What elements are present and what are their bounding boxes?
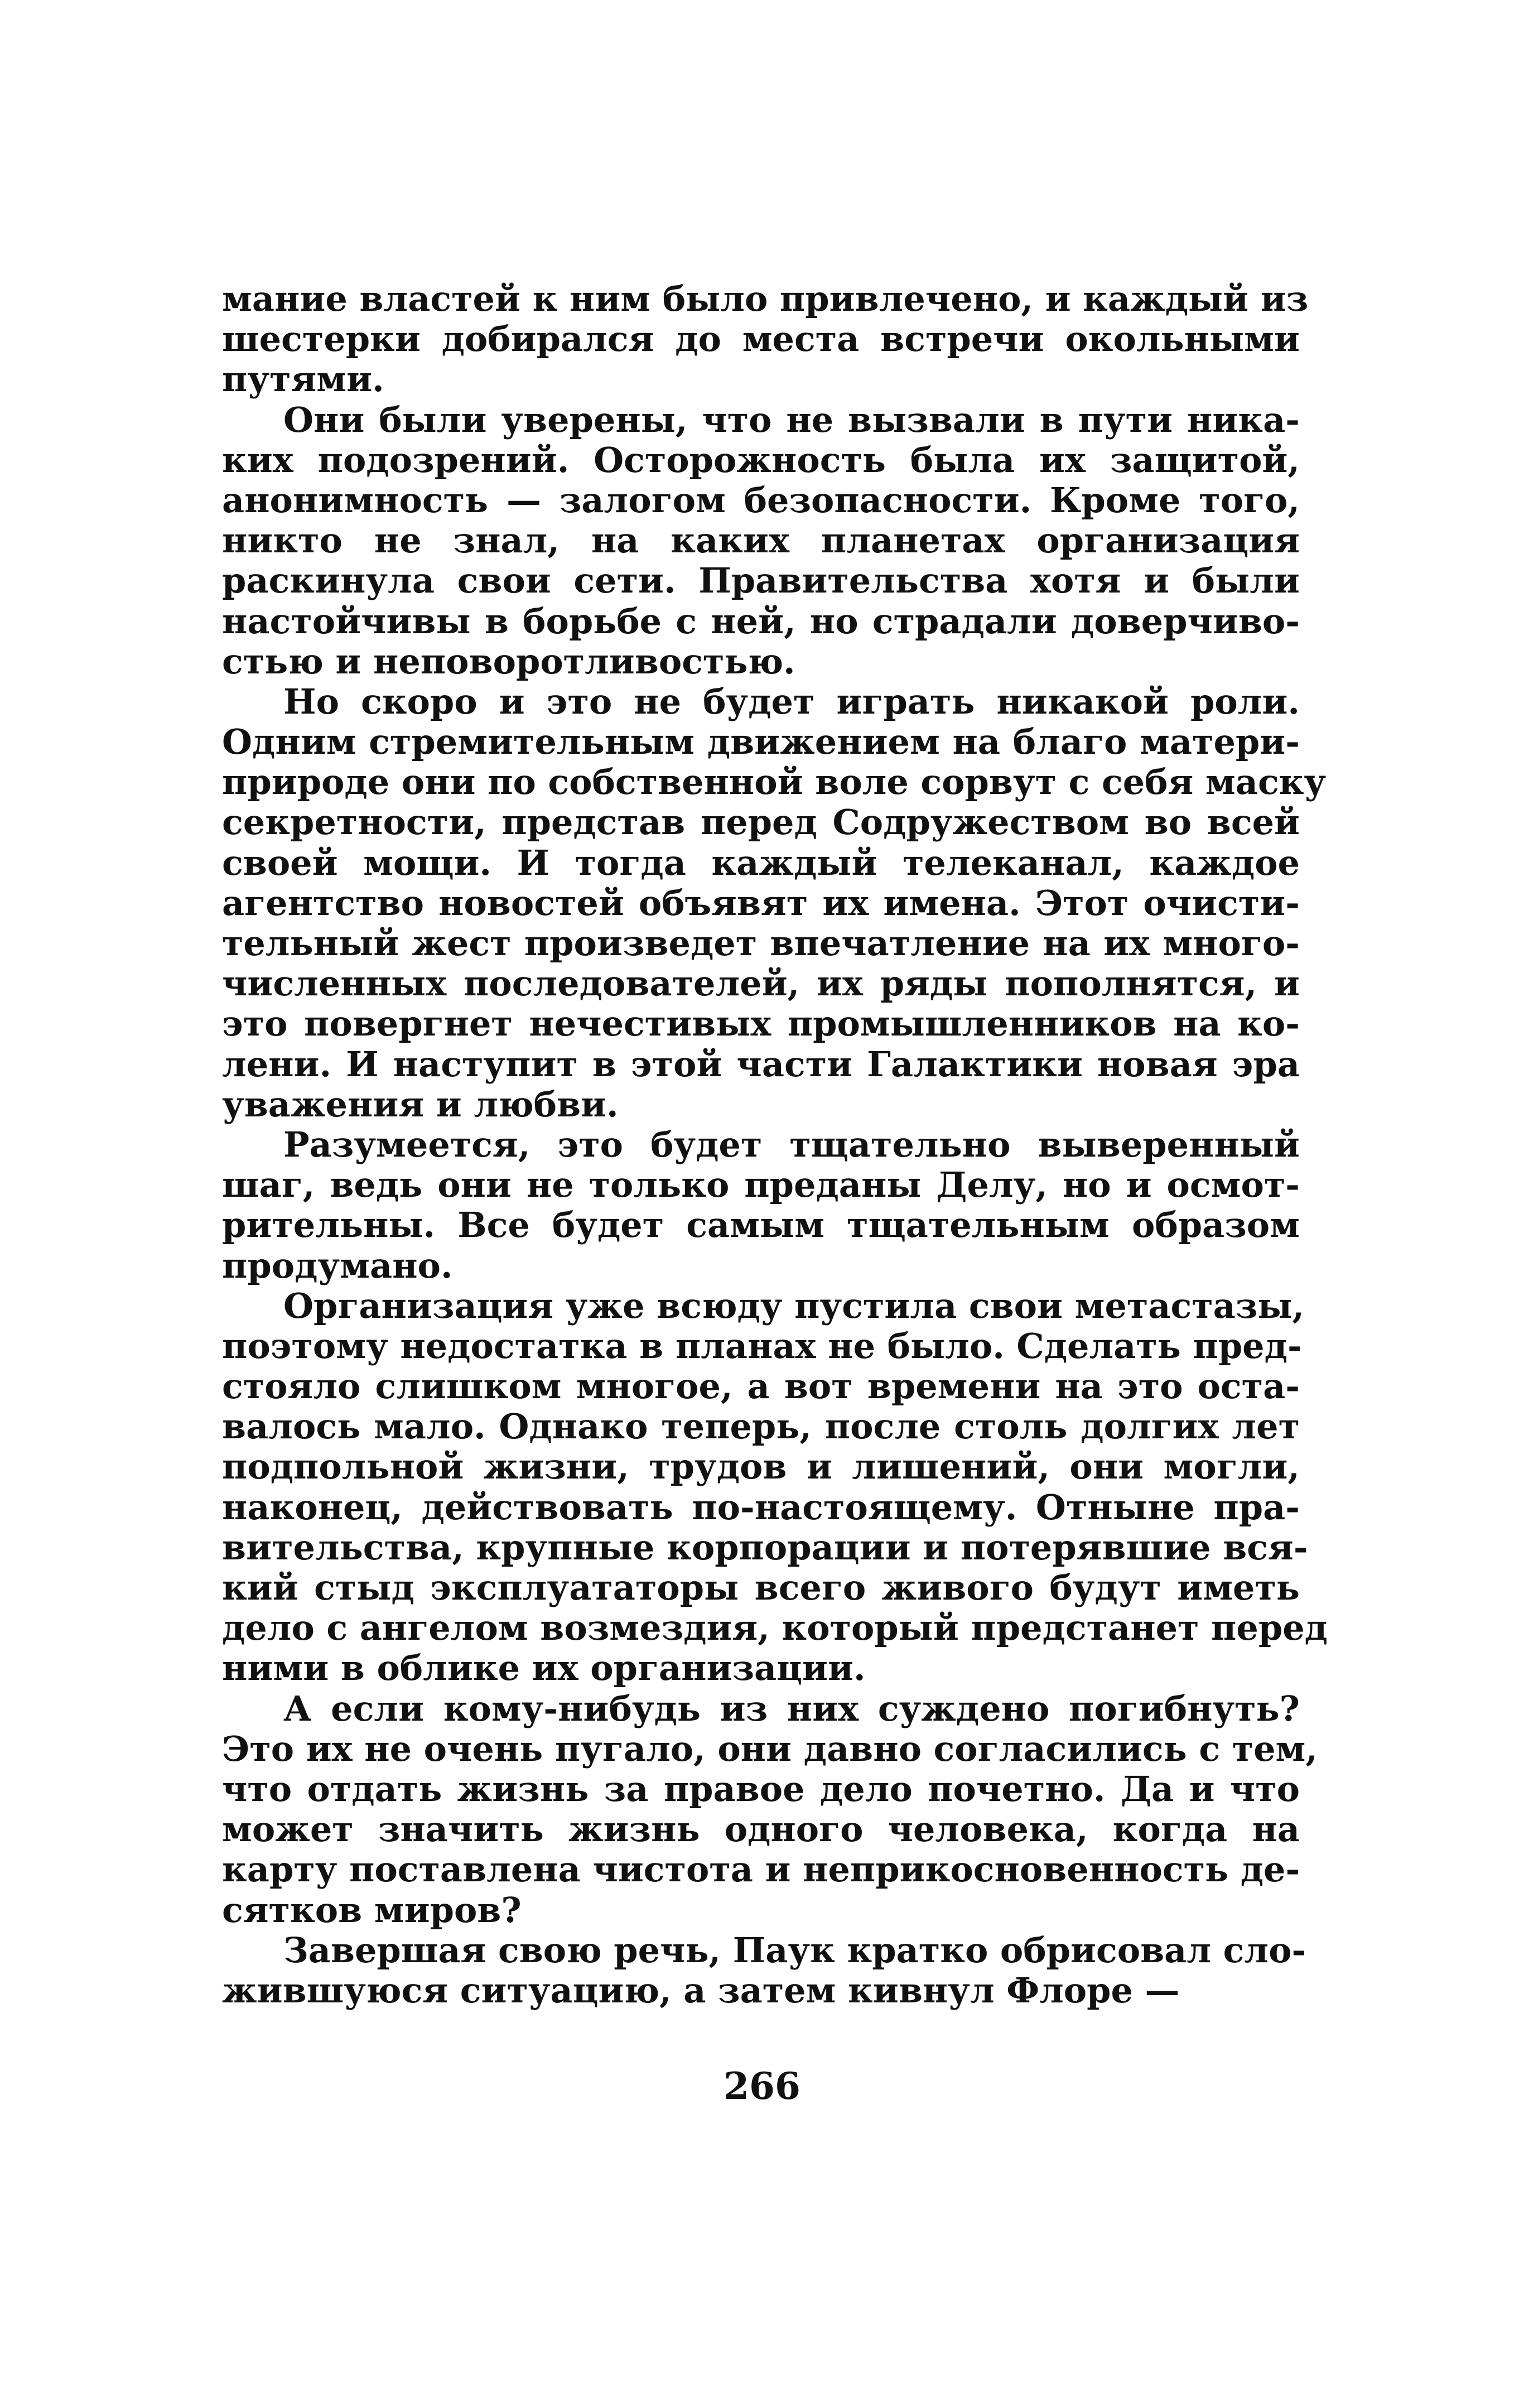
paragraph	[222, 1125, 1300, 1286]
text-line: это повергнет нечестивых промышленников на ко-	[222, 1003, 1300, 1044]
text-line: вительства, крупные корпорации и потерявшие вся-	[222, 1526, 1308, 1568]
text-line: уважения и любви.	[222, 1083, 619, 1125]
text-line: стояло слишком многое, а вот времени на это оста-	[222, 1366, 1300, 1407]
text-line: может значить жизнь одного человека, когда на	[222, 1809, 1300, 1850]
text-line: Завершая свою речь, Паук кратко обрисовал сло-	[283, 1929, 1306, 1971]
text-line: шаг, ведь они не только преданы Делу, но и осмот-	[222, 1164, 1300, 1206]
text-line: сятков миров?	[222, 1889, 522, 1930]
text-line: лени. И наступит в этой части Галактики новая эра	[222, 1043, 1300, 1085]
text-line: тельный жест произведет впечатление на их много-	[222, 923, 1300, 964]
text-line: стью и неповоротливостью.	[222, 640, 795, 682]
text-line: никто не знал, на каких планетах организация	[222, 520, 1300, 561]
text-line: Разумеется, это будет тщательно выверенный	[283, 1124, 1300, 1165]
text-line: численных последователей, их ряды пополнятся, и	[222, 963, 1300, 1004]
text-line: поэтому недостатка в планах не было. Сделать пред-	[222, 1325, 1302, 1366]
paragraph	[222, 278, 1309, 400]
paragraph	[222, 1688, 1318, 1930]
text-line: ними в облике их организации.	[222, 1648, 866, 1689]
body-text	[222, 278, 1328, 2011]
text-line: Организация уже всюду пустила свои метастазы,	[283, 1285, 1305, 1326]
text-line: дело с ангелом возмездия, который предстанет перед	[222, 1607, 1328, 1649]
text-line: А если кому-нибудь из них суждено погибнуть?	[283, 1688, 1300, 1729]
text-line: мание властей к ним было привлечено, и каждый из	[222, 278, 1309, 319]
text-line: жившуюся ситуацию, а затем кивнул Флоре —	[222, 1969, 1180, 2011]
text-line: шестерки добирался до места встречи окольными	[222, 319, 1300, 360]
paragraph	[222, 400, 1300, 682]
text-line: Они были уверены, что не вызвали в пути ника-	[283, 399, 1300, 440]
paragraph	[222, 1929, 1306, 2011]
paragraph	[222, 681, 1327, 1125]
text-line: кий стыд эксплуататоры всего живого будут иметь	[222, 1567, 1300, 1608]
text-line: агентство новостей объявят их имена. Этот очисти-	[222, 882, 1300, 923]
text-line: рительны. Все будет самым тщательным образом	[222, 1205, 1300, 1246]
text-line: ких подозрений. Осторожность была их защитой,	[222, 439, 1300, 480]
text-line: анонимность — залогом безопасности. Кроме того,	[222, 479, 1300, 521]
text-line: настойчивы в борьбе с ней, но страдали доверчиво-	[222, 600, 1300, 642]
text-line: карту поставлена чистота и неприкосновенность де-	[222, 1849, 1300, 1890]
text-line: Это их не очень пугало, они давно согласились с тем,	[222, 1728, 1318, 1769]
text-line: продумано.	[222, 1245, 453, 1286]
text-line: путями.	[222, 359, 384, 400]
text-line: наконец, действовать по-настоящему. Отныне пра-	[222, 1486, 1300, 1528]
paragraph	[222, 1285, 1328, 1689]
text-line: Но скоро и это не будет играть никакой роли.	[283, 681, 1300, 722]
text-line: своей мощи. И тогда каждый телеканал, каждое	[222, 842, 1300, 883]
text-line: подпольной жизни, трудов и лишений, они могли,	[222, 1446, 1300, 1487]
text-line: раскинула свои сети. Правительства хотя и были	[222, 560, 1300, 601]
text-line: секретности, представ перед Содружеством во всей	[222, 802, 1300, 843]
text-line: природе они по собственной воле сорвут с себя маску	[222, 762, 1327, 803]
text-line: что отдать жизнь за правое дело почетно. Да и что	[222, 1768, 1300, 1809]
text-line: валось мало. Однако теперь, после столь долгих лет	[222, 1406, 1300, 1447]
page-number: 266	[724, 2064, 800, 2108]
text-line: Одним стремительным движением на благо матери-	[222, 721, 1300, 763]
